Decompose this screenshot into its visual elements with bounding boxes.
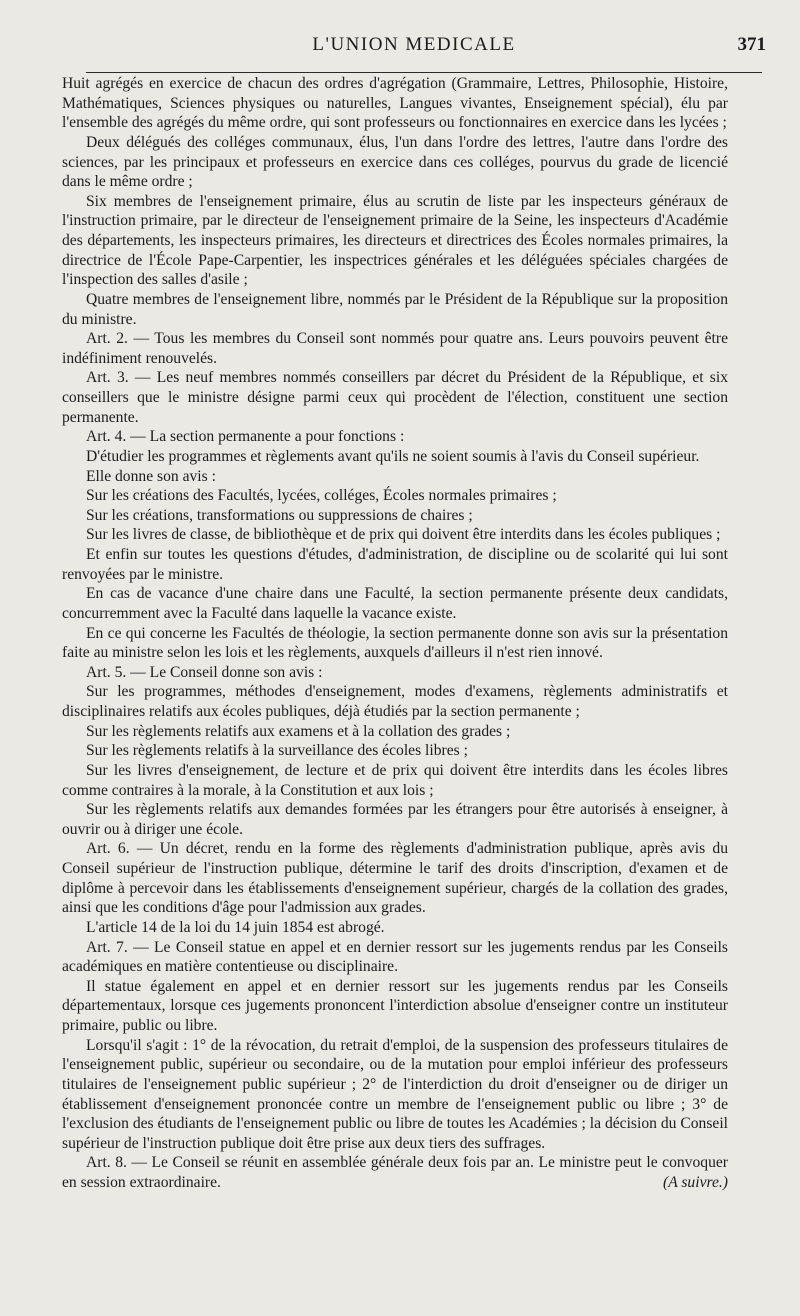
article-4: Art. 4. — La section permanente a pour fonctions : <box>86 428 405 446</box>
paragraph-creations-facultes: Sur les créations des Facultés, lycées, colléges, Écoles normales primaires ; <box>86 487 557 505</box>
paragraph-primaire: Six membres de l'enseignement primaire, élus au scrutin de liste par les inspecteurs généraux de l'instruction primaire, par le directeur de l'enseignement primaire de la Seine, les inspecteurs d'Académie des départements, les inspecteurs primaires, les directeurs et directrices des Écoles normales primaires, la directrice de l'École Pape-Carpentier, les inspectrices générales et les déléguées spéciales chargées de l'inspection des salles d'asile ; <box>62 192 728 289</box>
paragraph-creations-chaires: Sur les créations, transformations ou suppressions de chaires ; <box>86 506 473 524</box>
paragraph-abroge: L'article 14 de la loi du 14 juin 1854 est abrogé. <box>86 918 385 936</box>
paragraph-revocation: Lorsqu'il s'agit : 1° de la révocation, du retrait d'emploi, de la suspension des professeurs titulaires de l'enseignement public, supérieur ou secondaire, ou de la mutation pour emploi inférieur des professeurs titulaires de l'enseignement public supérieur ; 2° de l'interdiction du droit d'enseigner ou de diriger un établissement d'enseignement prononcée contre un membre de l'enseignement public ou libre ; 3° de l'exclusion des étudiants de l'enseignement public ou libre de toutes les Académies ; la décision du Conseil supérieur de l'instruction publique doit être prise aux deux tiers des suffrages. <box>62 1036 728 1152</box>
article-7: Art. 7. — Le Conseil statue en appel et en dernier ressort sur les jugements rendus par les Conseils académiques en matière contentieuse ou disciplinaire. <box>62 938 728 976</box>
header-rule <box>86 72 762 73</box>
article-3: Art. 3. — Les neuf membres nommés conseillers par décret du Président de la République, et six conseillers que le ministre désigne parmi ceux qui procèdent de l'élection, constituent une section permanente. <box>62 369 728 426</box>
paragraph-etudier: D'étudier les programmes et règlements avant qu'ils ne soient soumis à l'avis du Conseil supérieur. <box>86 447 700 465</box>
article-5: Art. 5. — Le Conseil donne son avis : <box>86 663 323 681</box>
paragraph-examens: Sur les règlements relatifs aux examens et à la collation des grades ; <box>86 722 511 740</box>
to-be-continued: (A suivre.) <box>663 1174 728 1191</box>
paragraph-livres-classe: Sur les livres de classe, de bibliothèque et de prix qui doivent être interdits dans les écoles publiques ; <box>86 526 721 544</box>
paragraph-conseils-departementaux: Il statue également en appel et en dernier ressort sur les jugements rendus par les Conseils départementaux, lorsque ces jugements prononcent l'interdiction absolue d'enseigner contre un instituteur primaire, public ou libre. <box>62 977 728 1034</box>
article-body <box>62 74 728 1193</box>
journal-title: L'UNION MEDICALE <box>312 34 516 55</box>
paragraph-questions: Et enfin sur toutes les questions d'études, d'administration, de discipline ou de scolarité qui lui sont renvoyées par le ministre. <box>62 546 728 583</box>
article-8-text: Art. 8. — Le Conseil se réunit en assemblée générale deux fois par an. Le ministre peut le convoquer en session extraordinaire. <box>62 1154 728 1191</box>
paragraph-etrangers: Sur les règlements relatifs aux demandes formées par les étrangers pour être autorisés à enseigner, à ouvrir ou à diriger une école. <box>62 801 728 838</box>
article-8 <box>62 1153 728 1192</box>
paragraph-colleges: Deux délégués des colléges communaux, élus, l'un dans l'ordre des lettres, l'autre dans l'ordre des sciences, par les principaux et professeurs en exercice dans ces colléges, pourvus du grade de licencié dans le même ordre ; <box>62 133 728 191</box>
paragraph-avis: Elle donne son avis : <box>86 467 216 485</box>
running-head <box>58 34 770 60</box>
paragraph-agreges: Huit agrégés en exercice de chacun des ordres d'agrégation (Grammaire, Lettres, Philosophie, Histoire, Mathématiques, Sciences physiques ou naturelles, Langues vivantes, Enseignement spécial), élu par l'ensemble des agrégés du même ordre, qui sont professeurs ou fonctionnaires en exercice dans les lycées ; <box>62 75 728 132</box>
page-number: 371 <box>737 34 766 55</box>
paragraph-programmes: Sur les programmes, méthodes d'enseignement, modes d'examens, règlements administratifs et disciplinaires relatifs aux écoles publiques, déjà étudiés par la section permanente ; <box>62 683 728 720</box>
article-6: Art. 6. — Un décret, rendu en la forme des règlements d'administration publique, après avis du Conseil supérieur de l'instruction publique, détermine le tarif des droits d'inscription, d'examen et de diplôme à percevoir dans les établissements d'enseignement supérieur, chargés de la collation des grades, ainsi que les conditions d'âge pour l'admission aux grades. <box>62 840 728 917</box>
paragraph-libre: Quatre membres de l'enseignement libre, nommés par le Président de la République sur la proposition du ministre. <box>62 290 728 328</box>
paragraph-surveillance: Sur les règlements relatifs à la surveillance des écoles libres ; <box>86 742 468 760</box>
paragraph-vacance: En cas de vacance d'une chaire dans une Faculté, la section permanente présente deux candidats, concurremment avec la Faculté dans laquelle la vacance existe. <box>62 585 728 622</box>
paragraph-livres-enseignement: Sur les livres d'enseignement, de lecture et de prix qui doivent être interdits dans les écoles libres comme contraires à la morale, à la Constitution et aux lois ; <box>62 761 728 799</box>
paragraph-theologie: En ce qui concerne les Facultés de théologie, la section permanente donne son avis sur la présentation faite au ministre selon les lois et les règlements, auxquels d'ailleurs il n'est rien innové. <box>62 624 728 662</box>
article-2: Art. 2. — Tous les membres du Conseil sont nommés pour quatre ans. Leurs pouvoirs peuvent être indéfiniment renouvelés. <box>62 330 728 367</box>
